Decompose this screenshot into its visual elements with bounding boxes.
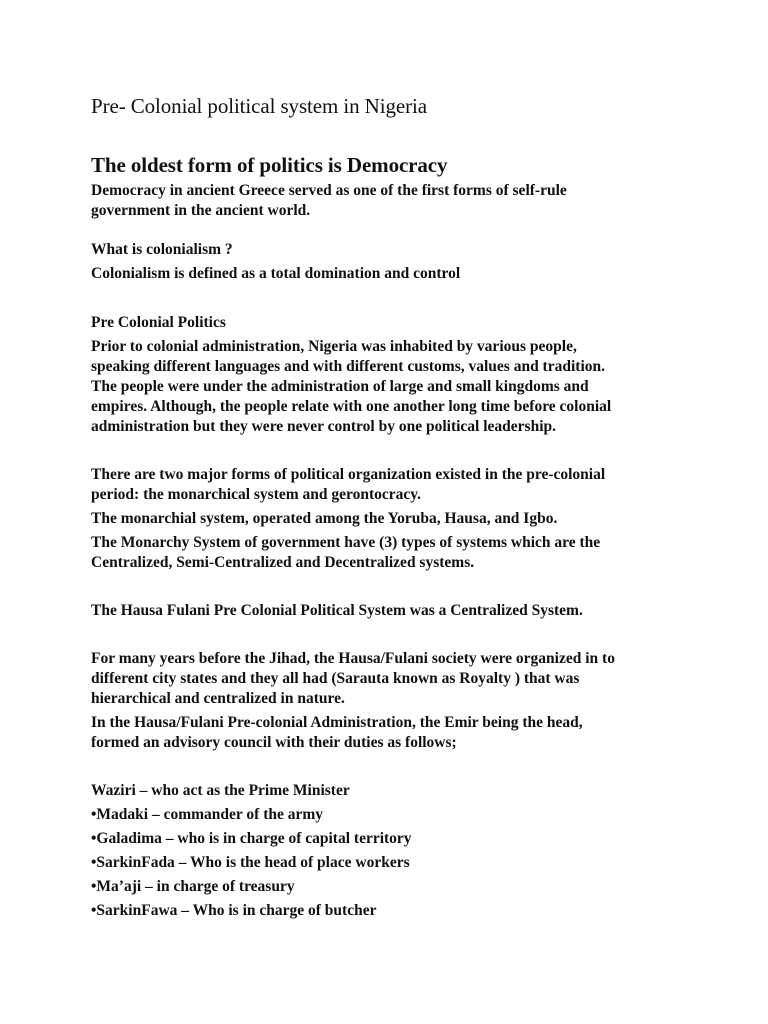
paragraph-line: The monarchial system, operated among the Yoruba, Hausa, and Igbo. <box>91 510 558 527</box>
paragraph-line: For many years before the Jihad, the Hausa/Fulani society were organized in to <box>91 650 615 667</box>
section-heading-democracy: The oldest form of politics is Democracy <box>91 153 448 177</box>
document-title: Pre- Colonial political system in Nigeria <box>91 94 427 118</box>
paragraph-line: Democracy in ancient Greece served as one of the first forms of self-rule <box>91 182 567 199</box>
paragraph-line: The Hausa Fulani Pre Colonial Political System was a Centralized System. <box>91 602 583 619</box>
question-colonialism: What is colonialism ? <box>91 241 233 258</box>
definition-colonialism: Colonialism is defined as a total domination and control <box>91 265 461 282</box>
paragraph-line: speaking different languages and with different customs, values and tradition. <box>91 358 605 375</box>
paragraph-line: The Monarchy System of government have (3) types of systems which are the <box>91 534 601 551</box>
paragraph-line: administration but they were never control by one political leadership. <box>91 418 556 435</box>
paragraph-line: different city states and they all had (Sarauta known as Royalty ) that was <box>91 670 580 687</box>
list-item: Waziri – who act as the Prime Minister <box>91 782 350 799</box>
paragraph-line: Prior to colonial administration, Nigeria was inhabited by various people, <box>91 338 577 355</box>
paragraph-line: In the Hausa/Fulani Pre-colonial Administration, the Emir being the head, <box>91 714 583 731</box>
paragraph-line: There are two major forms of political organization existed in the pre-colonial <box>91 466 606 483</box>
list-item: •SarkinFada – Who is the head of place workers <box>91 854 410 871</box>
list-item: •Galadima – who is in charge of capital territory <box>91 830 412 847</box>
list-item: •Ma’aji – in charge of treasury <box>91 878 295 895</box>
paragraph-line: hierarchical and centralized in nature. <box>91 690 345 707</box>
paragraph-line: empires. Although, the people relate with one another long time before colonial <box>91 398 612 415</box>
paragraph-line: formed an advisory council with their duties as follows; <box>91 734 457 751</box>
paragraph-line: government in the ancient world. <box>91 202 311 219</box>
paragraph-line: The people were under the administration of large and small kingdoms and <box>91 378 589 395</box>
list-item: •Madaki – commander of the army <box>91 806 324 823</box>
list-item: •SarkinFawa – Who is in charge of butcher <box>91 902 377 919</box>
heading-precolonial-politics: Pre Colonial Politics <box>91 314 226 331</box>
paragraph-line: Centralized, Semi-Centralized and Decentralized systems. <box>91 554 475 571</box>
paragraph-line: period: the monarchical system and gerontocracy. <box>91 486 422 503</box>
